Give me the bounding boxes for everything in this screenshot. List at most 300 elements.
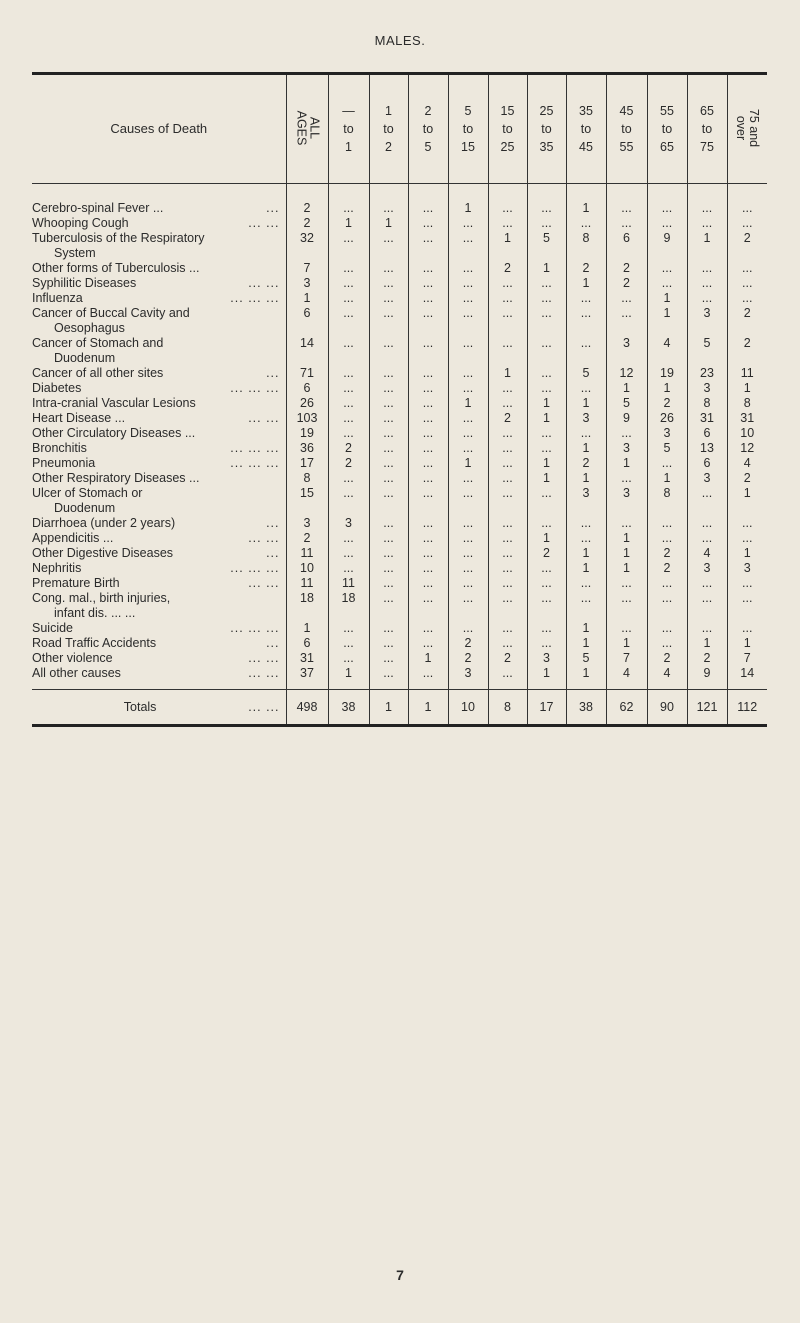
- spacer-cell: [566, 681, 606, 690]
- value-cell: ...: [369, 441, 408, 456]
- leader-dots: ...: [266, 366, 280, 380]
- value-cell: ...: [408, 546, 448, 561]
- cause-label-line2: Oesophagus: [54, 321, 125, 335]
- value-cell: 14: [286, 336, 328, 366]
- header-age-part: to: [621, 122, 632, 136]
- value-cell: 12: [727, 441, 767, 456]
- value-cell: ...: [687, 201, 727, 216]
- value-cell: 1: [527, 471, 566, 486]
- header-age-part: 5: [464, 104, 472, 118]
- value-cell: 1: [606, 561, 647, 576]
- table-row: [32, 576, 767, 591]
- header-age-part: 25: [500, 140, 515, 154]
- value-cell: ...: [488, 546, 527, 561]
- value-cell: ...: [527, 201, 566, 216]
- value-cell: 1: [566, 666, 606, 681]
- leader-dots: ... ...: [248, 216, 280, 230]
- cause-cell: [32, 576, 286, 591]
- leader-dots: ... ... ...: [230, 381, 280, 395]
- value-cell: 5: [687, 336, 727, 366]
- value-cell: 5: [566, 366, 606, 381]
- value-cell: ...: [687, 216, 727, 231]
- cause-label: [32, 381, 286, 396]
- value-cell: ...: [687, 261, 727, 276]
- table-row: [32, 276, 767, 291]
- value-cell: ...: [448, 366, 488, 381]
- value-cell: 4: [687, 546, 727, 561]
- leader-dots: ... ...: [248, 666, 280, 680]
- cause-label-line1: Syphilitic Diseases: [32, 276, 137, 290]
- header-age-group: [448, 74, 488, 184]
- value-cell: ...: [448, 471, 488, 486]
- value-cell: 8: [566, 231, 606, 261]
- cause-cell: [32, 261, 286, 276]
- value-cell: ...: [408, 231, 448, 261]
- value-cell: 2: [727, 306, 767, 336]
- cause-label-line1: Cong. mal., birth injuries,: [32, 591, 171, 605]
- total-value-cell: 38: [328, 690, 369, 726]
- value-cell: 18: [328, 591, 369, 621]
- leader-dots: ...: [266, 516, 280, 530]
- cause-label-line1: Diarrhoea (under 2 years): [32, 516, 176, 530]
- value-cell: ...: [448, 231, 488, 261]
- spacer-cell: [32, 681, 286, 690]
- value-cell: 3: [566, 411, 606, 426]
- spacer-cell: [488, 184, 527, 202]
- value-cell: 11: [727, 366, 767, 381]
- table-row: [32, 201, 767, 216]
- table-row: [32, 306, 767, 336]
- value-cell: ...: [687, 576, 727, 591]
- total-value-cell: 8: [488, 690, 527, 726]
- value-cell: ...: [527, 591, 566, 621]
- total-value-cell: 17: [527, 690, 566, 726]
- value-cell: 2: [328, 456, 369, 471]
- value-cell: 1: [566, 636, 606, 651]
- value-cell: 1: [527, 456, 566, 471]
- value-cell: 2: [566, 456, 606, 471]
- table-row: [32, 216, 767, 231]
- header-age-part: 2: [424, 104, 432, 118]
- spacer-cell: [527, 681, 566, 690]
- header-age-part: to: [343, 122, 354, 136]
- cause-label: [32, 531, 286, 546]
- spacer-cell: [448, 681, 488, 690]
- value-cell: ...: [488, 636, 527, 651]
- value-cell: ...: [606, 576, 647, 591]
- spacer-cell: [286, 681, 328, 690]
- value-cell: 2: [647, 651, 687, 666]
- mortality-table-container: [32, 72, 767, 727]
- cause-label: [32, 651, 286, 666]
- value-cell: ...: [687, 291, 727, 306]
- leader-dots: ... ... ...: [230, 621, 280, 635]
- value-cell: 31: [727, 411, 767, 426]
- cause-label: [32, 471, 286, 486]
- value-cell: ...: [727, 576, 767, 591]
- cause-cell: [32, 306, 286, 336]
- value-cell: 10: [727, 426, 767, 441]
- value-cell: 1: [527, 261, 566, 276]
- spacer-cell: [687, 681, 727, 690]
- value-cell: ...: [369, 456, 408, 471]
- header-age-part: to: [701, 122, 713, 136]
- value-cell: ...: [328, 276, 369, 291]
- value-cell: 2: [727, 471, 767, 486]
- value-cell: 3: [527, 651, 566, 666]
- cause-label: [32, 441, 286, 456]
- value-cell: ...: [369, 261, 408, 276]
- table-row: [32, 651, 767, 666]
- header-age-part: 2: [385, 140, 392, 154]
- value-cell: 19: [286, 426, 328, 441]
- leader-dots: ... ...: [248, 700, 280, 714]
- spacer-cell: [448, 184, 488, 202]
- value-cell: 7: [727, 651, 767, 666]
- cause-cell: [32, 456, 286, 471]
- value-cell: ...: [408, 306, 448, 336]
- value-cell: ...: [527, 306, 566, 336]
- cause-cell: [32, 396, 286, 411]
- table-row: [32, 471, 767, 486]
- table-row: [32, 486, 767, 516]
- value-cell: 8: [687, 396, 727, 411]
- spacer-cell: [727, 681, 767, 690]
- value-cell: ...: [408, 666, 448, 681]
- value-cell: ...: [566, 306, 606, 336]
- spacer-cell: [687, 184, 727, 202]
- value-cell: ...: [448, 261, 488, 276]
- value-cell: ...: [448, 216, 488, 231]
- value-cell: 9: [606, 411, 647, 426]
- spacer-cell: [32, 184, 286, 202]
- cause-label: [32, 366, 286, 381]
- value-cell: 1: [527, 531, 566, 546]
- leader-dots: ... ...: [248, 411, 280, 425]
- value-cell: ...: [647, 516, 687, 531]
- value-cell: 1: [286, 291, 328, 306]
- value-cell: ...: [527, 276, 566, 291]
- value-cell: 2: [286, 216, 328, 231]
- value-cell: ...: [328, 636, 369, 651]
- header-age-group: [647, 74, 687, 184]
- value-cell: 13: [687, 441, 727, 456]
- cause-label: [32, 546, 286, 561]
- value-cell: 2: [606, 261, 647, 276]
- footer-gap: [32, 681, 767, 690]
- value-cell: ...: [408, 411, 448, 426]
- header-all-ages: ALL AGES: [286, 74, 328, 184]
- cause-label-line1: Bronchitis: [32, 441, 87, 455]
- header-age-part: to: [462, 122, 474, 136]
- value-cell: ...: [488, 216, 527, 231]
- value-cell: 3: [606, 486, 647, 516]
- value-cell: 3: [606, 441, 647, 456]
- value-cell: 2: [488, 411, 527, 426]
- value-cell: ...: [727, 621, 767, 636]
- value-cell: 26: [286, 396, 328, 411]
- total-value-cell: 112: [727, 690, 767, 726]
- value-cell: 1: [647, 291, 687, 306]
- table-row: [32, 396, 767, 411]
- value-cell: ...: [448, 276, 488, 291]
- cause-label: [32, 576, 286, 591]
- cause-label: [32, 396, 286, 411]
- value-cell: ...: [408, 216, 448, 231]
- totals-label: Totals: [123, 700, 157, 714]
- value-cell: ...: [369, 306, 408, 336]
- header-age-part: 45: [619, 104, 634, 118]
- value-cell: ...: [408, 366, 448, 381]
- cause-label: [32, 516, 286, 531]
- cause-label: [32, 621, 286, 636]
- value-cell: ...: [527, 426, 566, 441]
- cause-label-line1: Diabetes: [32, 381, 82, 395]
- value-cell: ...: [488, 516, 527, 531]
- value-cell: ...: [606, 516, 647, 531]
- value-cell: ...: [408, 591, 448, 621]
- value-cell: ...: [566, 381, 606, 396]
- value-cell: 2: [286, 531, 328, 546]
- cause-label-line1: Pneumonia: [32, 456, 96, 470]
- total-value-cell: 90: [647, 690, 687, 726]
- value-cell: ...: [369, 381, 408, 396]
- value-cell: 15: [286, 486, 328, 516]
- value-cell: 1: [448, 201, 488, 216]
- table-row: [32, 666, 767, 681]
- value-cell: ...: [687, 486, 727, 516]
- value-cell: 1: [606, 546, 647, 561]
- value-cell: 11: [328, 576, 369, 591]
- header-age-group: [606, 74, 647, 184]
- value-cell: ...: [687, 591, 727, 621]
- value-cell: ...: [369, 486, 408, 516]
- value-cell: 1: [647, 381, 687, 396]
- value-cell: ...: [408, 456, 448, 471]
- value-cell: ...: [566, 576, 606, 591]
- cause-label-line1: Cerebro-spinal Fever ...: [32, 201, 164, 215]
- value-cell: ...: [488, 456, 527, 471]
- value-cell: 1: [566, 546, 606, 561]
- value-cell: ...: [328, 621, 369, 636]
- value-cell: ...: [727, 201, 767, 216]
- header-age-part: to: [502, 122, 513, 136]
- value-cell: ...: [448, 291, 488, 306]
- cause-cell: [32, 546, 286, 561]
- value-cell: ...: [408, 576, 448, 591]
- value-cell: ...: [687, 276, 727, 291]
- value-cell: ...: [488, 531, 527, 546]
- spacer-cell: [328, 681, 369, 690]
- spacer-cell: [328, 184, 369, 202]
- value-cell: ...: [527, 621, 566, 636]
- value-cell: ...: [606, 291, 647, 306]
- value-cell: 4: [647, 336, 687, 366]
- header-age-part: 35: [579, 104, 593, 118]
- cause-label-line1: Road Traffic Accidents: [32, 636, 157, 650]
- cause-label-line1: Influenza: [32, 291, 83, 305]
- header-age-part: to: [661, 122, 673, 136]
- value-cell: ...: [488, 276, 527, 291]
- value-cell: ...: [369, 336, 408, 366]
- value-cell: ...: [647, 261, 687, 276]
- value-cell: ...: [488, 621, 527, 636]
- value-cell: ...: [488, 591, 527, 621]
- cause-cell: [32, 411, 286, 426]
- value-cell: 2: [566, 261, 606, 276]
- cause-cell: [32, 201, 286, 216]
- value-cell: ...: [527, 561, 566, 576]
- cause-label: [32, 411, 286, 426]
- value-cell: ...: [527, 366, 566, 381]
- value-cell: 18: [286, 591, 328, 621]
- cause-label: [32, 291, 286, 306]
- value-cell: 5: [647, 441, 687, 456]
- value-cell: 1: [448, 396, 488, 411]
- value-cell: ...: [687, 516, 727, 531]
- value-cell: 3: [448, 666, 488, 681]
- value-cell: ...: [488, 441, 527, 456]
- value-cell: ...: [606, 426, 647, 441]
- value-cell: 1: [527, 411, 566, 426]
- cause-label: [32, 216, 286, 231]
- table-row: [32, 366, 767, 381]
- value-cell: ...: [408, 531, 448, 546]
- value-cell: ...: [566, 516, 606, 531]
- table-row: [32, 231, 767, 261]
- value-cell: ...: [606, 471, 647, 486]
- value-cell: ...: [328, 366, 369, 381]
- value-cell: 5: [566, 651, 606, 666]
- cause-label-line1: Appendicitis ...: [32, 531, 114, 545]
- value-cell: ...: [647, 576, 687, 591]
- cause-label-line2: Duodenum: [54, 351, 116, 365]
- value-cell: 5: [527, 231, 566, 261]
- value-cell: ...: [369, 396, 408, 411]
- cause-label-line1: Cancer of all other sites: [32, 366, 164, 380]
- value-cell: 1: [727, 486, 767, 516]
- value-cell: 11: [286, 546, 328, 561]
- header-age-part: 25: [539, 104, 554, 118]
- value-cell: ...: [606, 306, 647, 336]
- value-cell: ...: [448, 441, 488, 456]
- header-age-group: [328, 74, 369, 184]
- table-row: [32, 636, 767, 651]
- value-cell: ...: [488, 396, 527, 411]
- value-cell: ...: [488, 291, 527, 306]
- value-cell: ...: [488, 486, 527, 516]
- cause-cell: [32, 621, 286, 636]
- value-cell: 17: [286, 456, 328, 471]
- value-cell: ...: [328, 471, 369, 486]
- value-cell: ...: [408, 291, 448, 306]
- leader-dots: ... ...: [248, 276, 280, 290]
- value-cell: 1: [727, 546, 767, 561]
- value-cell: ...: [647, 276, 687, 291]
- value-cell: 19: [647, 366, 687, 381]
- value-cell: 3: [727, 561, 767, 576]
- value-cell: ...: [606, 621, 647, 636]
- spacer-cell: [369, 184, 408, 202]
- value-cell: ...: [727, 531, 767, 546]
- value-cell: 2: [727, 336, 767, 366]
- spacer-cell: [527, 184, 566, 202]
- value-cell: 1: [328, 666, 369, 681]
- cause-label-line2: Duodenum: [54, 501, 116, 515]
- value-cell: ...: [448, 546, 488, 561]
- value-cell: 1: [408, 651, 448, 666]
- cause-cell: [32, 276, 286, 291]
- value-cell: 1: [488, 231, 527, 261]
- total-value-cell: 10: [448, 690, 488, 726]
- header-causes-of-death: Causes of Death: [32, 74, 286, 184]
- value-cell: 1: [687, 231, 727, 261]
- value-cell: 1: [647, 471, 687, 486]
- value-cell: ...: [647, 201, 687, 216]
- value-cell: ...: [328, 486, 369, 516]
- cause-cell: [32, 591, 286, 621]
- cause-label-line1: Ulcer of Stomach or: [32, 486, 143, 500]
- value-cell: ...: [448, 306, 488, 336]
- table-row: [32, 261, 767, 276]
- leader-dots: ...: [266, 636, 280, 650]
- cause-label-line1: Suicide: [32, 621, 73, 635]
- value-cell: 3: [286, 276, 328, 291]
- header-age-part: 1: [385, 104, 392, 118]
- header-age-group: [488, 74, 527, 184]
- value-cell: ...: [647, 216, 687, 231]
- value-cell: ...: [448, 591, 488, 621]
- value-cell: 3: [566, 486, 606, 516]
- cause-label-line1: Heart Disease ...: [32, 411, 126, 425]
- value-cell: ...: [687, 531, 727, 546]
- table-row: [32, 561, 767, 576]
- value-cell: ...: [448, 531, 488, 546]
- value-cell: ...: [408, 381, 448, 396]
- value-cell: ...: [328, 531, 369, 546]
- value-cell: 1: [527, 666, 566, 681]
- value-cell: 3: [606, 336, 647, 366]
- leader-dots: ... ...: [248, 576, 280, 590]
- leader-dots: ... ... ...: [230, 291, 280, 305]
- leader-dots: ...: [266, 201, 280, 215]
- value-cell: ...: [448, 426, 488, 441]
- cause-label-line1: Other Circulatory Diseases ...: [32, 426, 196, 440]
- value-cell: 3: [687, 471, 727, 486]
- value-cell: 1: [566, 441, 606, 456]
- value-cell: ...: [527, 216, 566, 231]
- cause-cell: [32, 291, 286, 306]
- cause-cell: [32, 381, 286, 396]
- header-75-and-over: 75 and over: [727, 74, 767, 184]
- header-age-group: [527, 74, 566, 184]
- value-cell: 2: [488, 651, 527, 666]
- value-cell: 8: [727, 396, 767, 411]
- header-age-part: to: [383, 122, 394, 136]
- value-cell: 1: [328, 216, 369, 231]
- cause-label-line1: Other forms of Tuberculosis ...: [32, 261, 200, 275]
- mortality-table: [32, 72, 767, 727]
- value-cell: ...: [647, 636, 687, 651]
- total-value-cell: 498: [286, 690, 328, 726]
- cause-label: [32, 591, 286, 621]
- totals-row: [32, 690, 767, 726]
- value-cell: ...: [369, 666, 408, 681]
- value-cell: 2: [527, 546, 566, 561]
- cause-label-line1: Cancer of Buccal Cavity and: [32, 306, 190, 320]
- value-cell: 14: [727, 666, 767, 681]
- value-cell: 2: [448, 636, 488, 651]
